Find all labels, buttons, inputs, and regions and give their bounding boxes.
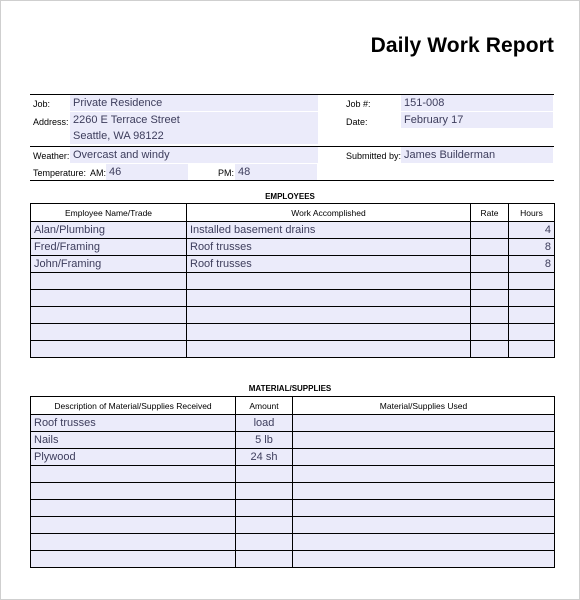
date-field[interactable]: February 17 [401,112,553,128]
materials-header-amount: Amount [236,397,293,415]
table-row [31,222,555,239]
work-accomplished-cell[interactable] [187,307,471,324]
job-number-label: Job #: [346,99,371,109]
material-description-cell[interactable]: Plywood [31,449,236,466]
temperature-am-field[interactable]: 46 [106,164,188,180]
table-row [31,256,555,273]
temperature-pm-field[interactable]: 48 [235,164,317,180]
header-bottom-rule [30,180,554,181]
address-label: Address: [33,117,69,127]
report-title: Daily Work Report [370,34,554,57]
temperature-label: Temperature: [33,168,87,178]
material-used-cell[interactable] [293,466,555,483]
temperature-am-label: AM: [90,168,107,178]
work-accomplished-cell[interactable] [187,324,471,341]
material-used-cell[interactable] [293,500,555,517]
hours-cell[interactable] [509,273,555,290]
employees-header-name: Employee Name/Trade [31,204,187,222]
employee-name-cell[interactable]: John/Framing [31,256,187,273]
employees-header-hours: Hours [509,204,555,222]
submitted-by-field[interactable]: James Builderman [401,147,553,163]
table-row [31,290,555,307]
material-used-cell[interactable] [293,432,555,449]
job-field[interactable]: Private Residence [70,95,318,111]
employees-header-rate: Rate [471,204,509,222]
material-description-cell[interactable] [31,466,236,483]
table-row [31,432,555,449]
employee-name-cell[interactable] [31,273,187,290]
weather-field[interactable]: Overcast and windy [70,147,318,163]
materials-section-title: MATERIAL/SUPPLIES [248,384,332,393]
rate-cell[interactable] [471,307,509,324]
hours-cell[interactable] [509,307,555,324]
material-description-cell[interactable]: Roof trusses [31,415,236,432]
table-row [31,551,555,568]
material-amount-cell[interactable] [236,466,293,483]
employee-name-cell[interactable]: Alan/Plumbing [31,222,187,239]
hours-cell[interactable] [509,324,555,341]
hours-cell[interactable] [509,290,555,307]
material-used-cell[interactable] [293,415,555,432]
table-row [31,239,555,256]
hours-cell[interactable]: 8 [509,256,555,273]
rate-cell[interactable] [471,256,509,273]
material-amount-cell[interactable]: 24 sh [236,449,293,466]
weather-label: Weather: [33,151,70,161]
address-line2-field[interactable]: Seattle, WA 98122 [70,128,318,144]
material-description-cell[interactable] [31,534,236,551]
rate-cell[interactable] [471,290,509,307]
work-accomplished-cell[interactable] [187,341,471,358]
material-description-cell[interactable] [31,551,236,568]
work-accomplished-cell[interactable] [187,273,471,290]
date-label: Date: [346,117,368,127]
material-amount-cell[interactable] [236,534,293,551]
employees-header-work: Work Accomplished [187,204,471,222]
materials-header-description: Description of Material/Supplies Received [31,397,236,415]
material-amount-cell[interactable]: load [236,415,293,432]
material-used-cell[interactable] [293,483,555,500]
address-line1-field[interactable]: 2260 E Terrace Street [70,112,318,128]
material-amount-cell[interactable] [236,517,293,534]
material-description-cell[interactable]: Nails [31,432,236,449]
material-used-cell[interactable] [293,517,555,534]
material-used-cell[interactable] [293,551,555,568]
table-row [31,466,555,483]
material-description-cell[interactable] [31,483,236,500]
hours-cell[interactable] [509,341,555,358]
temperature-pm-label: PM: [218,168,235,178]
material-amount-cell[interactable] [236,483,293,500]
material-amount-cell[interactable] [236,500,293,517]
material-description-cell[interactable] [31,500,236,517]
rate-cell[interactable] [471,324,509,341]
rate-cell[interactable] [471,341,509,358]
table-row [31,534,555,551]
employee-name-cell[interactable] [31,290,187,307]
table-row [31,324,555,341]
material-amount-cell[interactable]: 5 lb [236,432,293,449]
table-row [31,517,555,534]
table-row [31,341,555,358]
employee-name-cell[interactable] [31,324,187,341]
job-label: Job: [33,99,51,109]
work-accomplished-cell[interactable]: Roof trusses [187,239,471,256]
work-accomplished-cell[interactable] [187,290,471,307]
rate-cell[interactable] [471,239,509,256]
submitted-by-label: Submitted by: [346,151,402,161]
materials-header-used: Material/Supplies Used [293,397,555,415]
work-accomplished-cell[interactable]: Installed basement drains [187,222,471,239]
work-accomplished-cell[interactable]: Roof trusses [187,256,471,273]
employees-table [30,203,555,358]
table-row [31,415,555,432]
rate-cell[interactable] [471,273,509,290]
hours-cell[interactable]: 8 [509,239,555,256]
job-number-field[interactable]: 151-008 [401,95,553,111]
table-row [31,273,555,290]
table-row [31,500,555,517]
employees-section-title: EMPLOYEES [265,192,315,201]
material-description-cell[interactable] [31,517,236,534]
employee-name-cell[interactable] [31,341,187,358]
material-used-cell[interactable] [293,449,555,466]
table-row [31,449,555,466]
hours-cell[interactable]: 4 [509,222,555,239]
rate-cell[interactable] [471,222,509,239]
table-row [31,307,555,324]
materials-table [30,396,555,568]
table-row [31,483,555,500]
employee-name-cell[interactable]: Fred/Framing [31,239,187,256]
employee-name-cell[interactable] [31,307,187,324]
material-amount-cell[interactable] [236,551,293,568]
material-used-cell[interactable] [293,534,555,551]
